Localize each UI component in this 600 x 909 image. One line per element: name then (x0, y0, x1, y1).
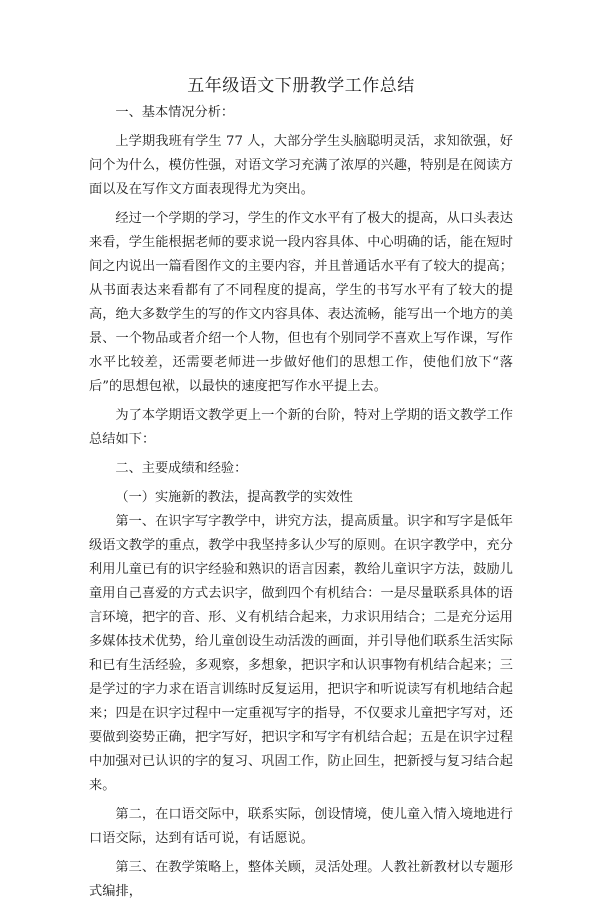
paragraph: 经过一个学期的学习，学生的作文水平有了极大的提高，从口头表达来看，学生能根据老师的要求说一段内容具体、中心明确的话，能在短时间之内说出一篇看图作文的主要内容，并且普通话水平有了较大的提高；从书面表达来看都有了不同程度的提高，学生的书写水平有了较大的提高，绝大多数学生的写的作文内容具体、表达流畅，能写出一个地方的美景、一个物品或者介绍一个人物，但也有个别同学不喜欢上写作课，写作水平比较差，还需要老师进一步做好他们的思想工作，使他们放下“落后”的思想包袱，以最快的速度把写作水平提上去。 (89, 211, 513, 394)
paragraph: 第三、在教学策略上，整体关顾，灵活处理。人教社新教材以专题形式编排， (89, 860, 513, 899)
document-title: 五年级语文下册教学工作总结 (187, 76, 415, 96)
paragraph: 上学期我班有学生 77 人，大部分学生头脑聪明灵活，求知欲强，好问个为什么，模仿性强，对语文学习充满了浓厚的兴趣，特别是在阅读方面以及在写作文方面表现得尤为突出。 (89, 134, 513, 197)
paragraph: 为了本学期语文教学更上一个新的台阶，特对上学期的语文教学工作总结如下： (89, 408, 513, 447)
section-heading-achievements: 二、主要成绩和经验： (115, 461, 248, 476)
paragraph: 第二，在口语交际中，联系实际，创设情境，使儿童入情入境地进行口语交际，达到有话可说，有话愿说。 (89, 807, 513, 846)
section-heading-basic-situation: 一、基本情况分析： (115, 105, 235, 120)
paragraph: 第一、在识字写字教学中，讲究方法，提高质量。识字和写字是低年级语文教学的重点，教学中我坚持多认少写的原则。在识字教学中，充分利用儿童已有的识字经验和熟识的语言因素，教给儿童识字方法，鼓励儿童用自己喜爱的方式去识字，做到四个有机结合：一是尽量联系具体的语言环境，把字的音、形、义有机结合起来，力求识用结合；二是充分运用多媒体技术优势，给儿童创设生动活泼的画面，并引导他们联系生活实际和已有生活经验，多观察，多想象，把识字和认识事物有机结合起来；三是学过的字力求在语言训练时反复运用，把识字和听说读写有机地结合起来；四是在识字过程中一定重视写字的指导，不仅要求儿童把字写对，还要做到姿势正确，把字写好，把识字和写字有机结合起；五是在识字过程中加强对已认识的字的复习、巩固工作，防止回生，把新授与复习结合起来。 (89, 514, 513, 793)
document-body (89, 74, 513, 909)
subsection-heading-new-methods: （一）实施新的教法，提高教学的实效性 (115, 490, 353, 505)
